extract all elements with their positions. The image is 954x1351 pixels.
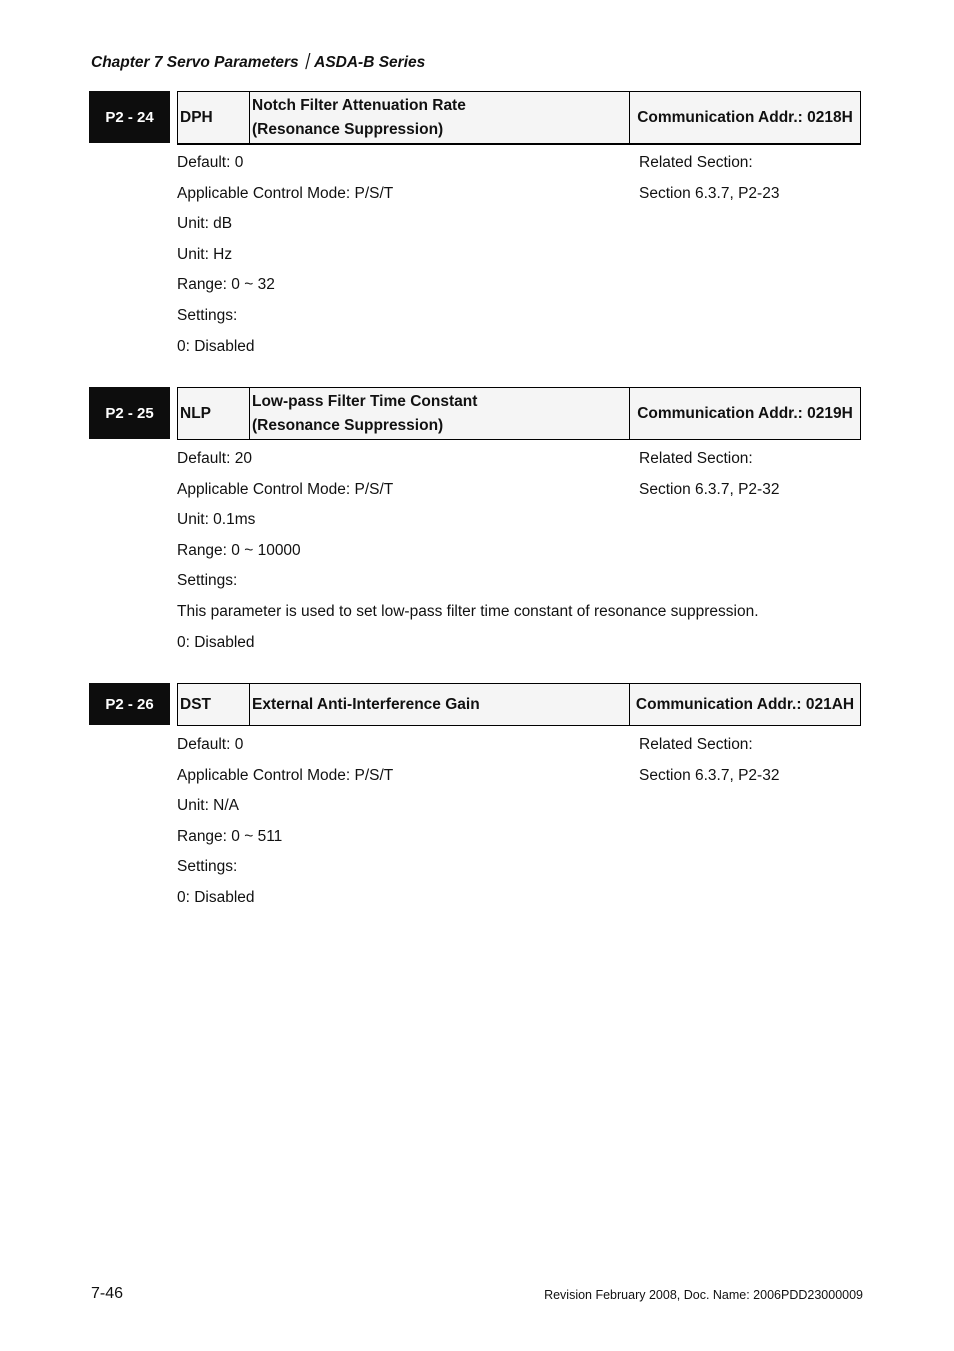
related-section-label: Related Section: xyxy=(639,736,753,753)
related-section-label: Related Section: xyxy=(639,450,753,467)
detail-line: This parameter is used to set low-pass filter time constant of resonance suppression. xyxy=(177,602,759,620)
parameter-name-line1: Low-pass Filter Time Constant xyxy=(252,392,478,410)
detail-line: 0: Disabled xyxy=(177,337,255,355)
communication-address: Communication Addr.: 0219H xyxy=(637,404,853,422)
detail-line: Unit: dB xyxy=(177,215,233,233)
parameter-name-line2: (Resonance Suppression) xyxy=(252,416,444,434)
parameter-abbr: DPH xyxy=(178,92,250,143)
communication-address: Communication Addr.: 021AH xyxy=(635,695,855,713)
page-number: 7-46 xyxy=(91,1285,124,1302)
parameter-details xyxy=(177,730,861,914)
parameter-name-line2: (Resonance Suppression) xyxy=(252,120,444,138)
detail-line: Settings: xyxy=(177,572,238,590)
related-section-value: Section 6.3.7, P2-23 xyxy=(639,184,780,202)
related-section-value: Section 6.3.7, P2-32 xyxy=(639,766,780,784)
detail-line: Range: 0 ~ 10000 xyxy=(177,541,301,559)
parameter-code-badge: P2 - 25 xyxy=(89,387,170,439)
detail-line: Unit: N/A xyxy=(177,797,240,815)
parameter-header-table xyxy=(177,683,861,726)
detail-line: Settings: xyxy=(177,306,238,324)
parameter-name: External Anti-Interference Gain xyxy=(250,684,630,725)
detail-line: Unit: Hz xyxy=(177,245,233,263)
parameter-abbr: DST xyxy=(178,684,250,725)
parameter-code-badge: P2 - 24 xyxy=(89,91,170,143)
detail-line: Applicable Control Mode: P/S/T xyxy=(177,480,394,498)
parameter-details xyxy=(177,444,861,658)
detail-line: Applicable Control Mode: P/S/T xyxy=(177,766,394,784)
detail-line: Range: 0 ~ 32 xyxy=(177,276,275,294)
detail-line: Settings: xyxy=(177,858,238,876)
communication-address: Communication Addr.: 0218H xyxy=(637,108,853,126)
parameter-name xyxy=(250,388,630,439)
related-section-label: Related Section: xyxy=(639,154,753,171)
detail-line: Default: 0 xyxy=(177,154,244,171)
detail-line: 0: Disabled xyxy=(177,888,255,906)
detail-line: Applicable Control Mode: P/S/T xyxy=(177,184,394,202)
parameter-header-table xyxy=(177,387,861,440)
detail-line: Default: 20 xyxy=(177,450,252,467)
parameter-details xyxy=(177,148,861,362)
detail-line: Default: 0 xyxy=(177,736,244,753)
revision-note: Revision February 2008, Doc. Name: 2006PDD23000009 xyxy=(544,1288,863,1302)
related-section xyxy=(639,730,779,791)
related-section xyxy=(639,148,779,209)
detail-line: Unit: 0.1ms xyxy=(177,511,256,529)
chapter-header: Chapter 7 Servo Parameters｜ASDA-B Series xyxy=(91,54,426,71)
parameter-code-badge: P2 - 26 xyxy=(89,683,170,725)
parameter-name xyxy=(250,92,630,143)
detail-line: 0: Disabled xyxy=(177,633,255,651)
parameter-abbr: NLP xyxy=(178,388,250,439)
parameter-name-line1: Notch Filter Attenuation Rate xyxy=(252,96,466,114)
detail-line: Range: 0 ~ 511 xyxy=(177,827,283,845)
related-section-value: Section 6.3.7, P2-32 xyxy=(639,480,780,498)
related-section xyxy=(639,444,779,505)
parameter-header-table xyxy=(177,91,861,145)
